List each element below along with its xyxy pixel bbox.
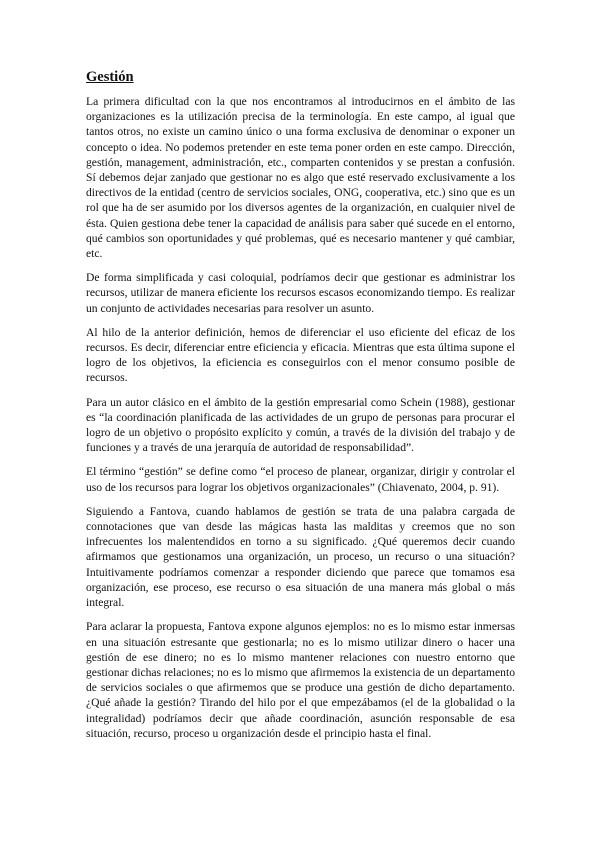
paragraph-2: De forma simplificada y casi coloquial, podríamos decir que gestionar es administrar los recursos, utilizar de manera eficiente los recursos escasos economizando tiempo. Es realizar un conjunto de actividades necesarias para resolver un asunto. (86, 271, 515, 315)
paragraph-6: Siguiendo a Fantova, cuando hablamos de gestión se trata de una palabra cargada de connotaciones que van desde las mágicas hasta las malditas y creemos que no son infrecuentes los malentendidos en torno a su significado. ¿Qué queremos decir cuando afirmamos que gestionamos una organización, un proceso, un recurso o una situación? Intuitivamente podríamos comenzar a responder diciendo que parece que tomamos esa organización, ese proceso, ese recurso o esa situación de una manera más global o más integral. (86, 504, 515, 610)
page-title: Gestión (86, 69, 134, 85)
paragraph-5: El término “gestión” se define como “el proceso de planear, organizar, dirigir y controlar el uso de los recursos para lograr los objetivos organizacionales” (Chiavenato, 2004, p. 91). (86, 465, 515, 494)
paragraph-3: Al hilo de la anterior definición, hemos de diferenciar el uso eficiente del eficaz de los recursos. Es decir, diferenciar entre eficiencia y eficacia. Mientras que esta última supone el logro de los objetivos, la eficiencia es conseguirlos con el menor consumo posible de recursos. (86, 325, 515, 385)
paragraph-1: La primera dificultad con la que nos encontramos al introducirnos en el ámbito de las organizaciones es la utilización precisa de la terminología. En este campo, al igual que tantos otros, no existe un camino único o una forma exclusiva de denominar o exponer un concepto o idea. No podemos pretender en este tema poner orden en este campo. Dirección, gestión, management, administración, etc., comparten contenidos y se prestan a confusión. Sí debemos dejar zanjado que gestionar no es algo que esté reservado exclusivamente a los directivos de la entidad (centro de servicios sociales, ONG, cooperativa, etc.) sino que es un rol que ha de ser asumido por los diversos agentes de la organización, en cualquier nivel de ésta. Quien gestiona debe tener la capacidad de análisis para saber qué sucede en el entorno, qué cambios son oportunidades y qué problemas, qué es necesario mantener y qué cambiar, etc. (86, 95, 515, 261)
paragraph-7: Para aclarar la propuesta, Fantova expone algunos ejemplos: no es lo mismo estar inmersas en una situación estresante que gestionarla; no es lo mismo utilizar dinero o hacer una gestión de ese dinero; no es lo mismo mantener relaciones con nuestro entorno que gestionar dichas relaciones; no es lo mismo que afirmemos la existencia de un departamento de servicios sociales o que afirmemos que se produce una gestión de dicho departamento. ¿Qué añade la gestión? Tirando del hilo por el que empezábamos (el de la globalidad o la integralidad) podríamos decir que añade coordinación, asunción responsable de esa situación, recurso, proceso u organización desde el principio hasta el final. (86, 620, 515, 740)
document-body (86, 68, 515, 750)
paragraph-4: Para un autor clásico en el ámbito de la gestión empresarial como Schein (1988), gestionar es “la coordinación planificada de las actividades de un grupo de personas para procurar el logro de un objetivo o propósito explícito y común, a través de la división del trabajo y de funciones y a través de una jerarquía de autoridad de responsabilidad”. (86, 395, 515, 455)
